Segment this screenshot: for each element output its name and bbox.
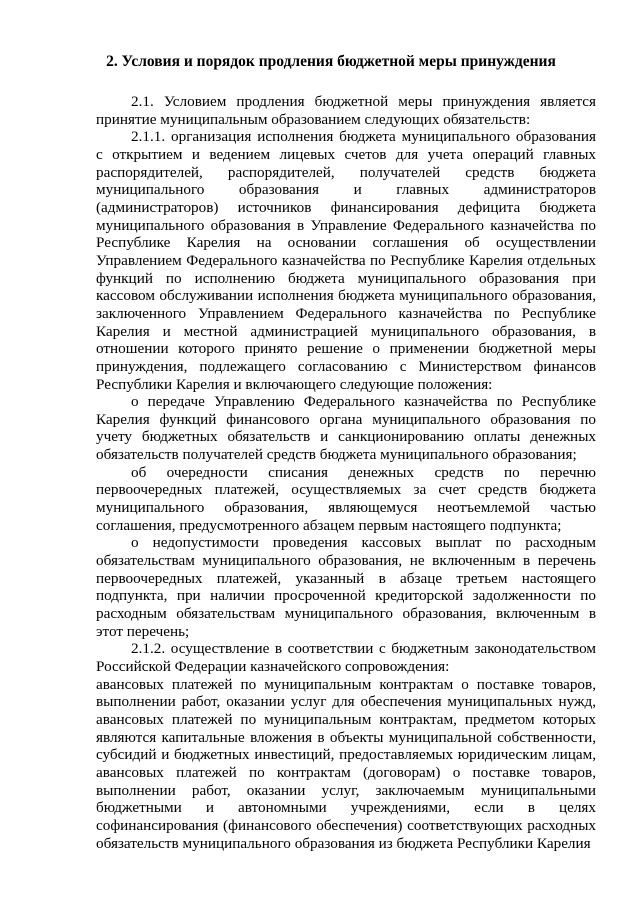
section-heading: 2. Условия и порядок продления бюджетной меры принуждения	[106, 53, 556, 70]
paragraph-advance-payments: авансовых платежей по муниципальным контрактам о поставке товаров, выполнении работ, оказании услуг для обеспечения муниципальных нужд, авансовых платежей по муниципальным контрактам, предметом которых являются капитальные вложения в объекты муниципальной собственности, субсидий и бюджетных инвестиций, предоставляемых юридическим лицам, авансовых платежей по контрактам (договорам) о поставке товаров, выполнении работ, оказании услуг, заключаемым муниципальными бюджетными и автономными учреждениями, если в целях софинансирования (финансового обеспечения) соответствующих расходных обязательств муниципального образования из бюджета Республики Карелия	[96, 675, 596, 852]
paragraph-2-1-1: 2.1.1. организация исполнения бюджета муниципального образования с открытием и ведением лицевых счетов для учета операций главных распорядителей, распорядителей, получателей средств бюджета муниципального образования и главных администраторов (администраторов) источников финансирования дефицита бюджета муниципального образования в Управление Федерального казначейства по Республике Карелия на основании соглашения об осуществлении Управлением Федерального казначейства по Республике Карелия отдельных функций по исполнению бюджета муниципального образования при кассовом обслуживании исполнения бюджета муниципального образования, заключенного Управлением Федерального казначейства по Республике Карелия и местной администрацией муниципального образования, в отношении которого принято решение о применении бюджетной меры принуждения, подлежащего согласованию с Министерством финансов Республики Карелия и включающего следующие положения:	[96, 128, 596, 393]
paragraph-payment-priority: об очередности списания денежных средств по перечню первоочередных платежей, осуществляемых за счет средств бюджета муниципального образования, являющемуся неотъемлемой частью соглашения, предусмотренного абзацем первым настоящего подпункта;	[96, 463, 596, 534]
document-body	[96, 93, 596, 852]
paragraph-2-1-2: 2.1.2. осуществление в соответствии с бюджетным законодательством Российской Федерации казначейского сопровождения:	[96, 640, 596, 675]
paragraph-payment-restriction: о недопустимости проведения кассовых выплат по расходным обязательствам муниципального образования, не включенным в перечень первоочередных платежей, указанный в абзаце третьем настоящего подпункта, при наличии просроченной кредиторской задолженности по расходным обязательствам муниципального образования, включенным в этот перечень;	[96, 534, 596, 640]
paragraph-2-1: 2.1. Условием продления бюджетной меры принуждения является принятие муниципальным образованием следующих обязательств:	[96, 93, 596, 128]
paragraph-transfer-functions: о передаче Управлению Федерального казначейства по Республике Карелия функций финансового органа муниципального образования по учету бюджетных обязательств и санкционированию оплаты денежных обязательств получателей средств бюджета муниципального образования;	[96, 393, 596, 464]
